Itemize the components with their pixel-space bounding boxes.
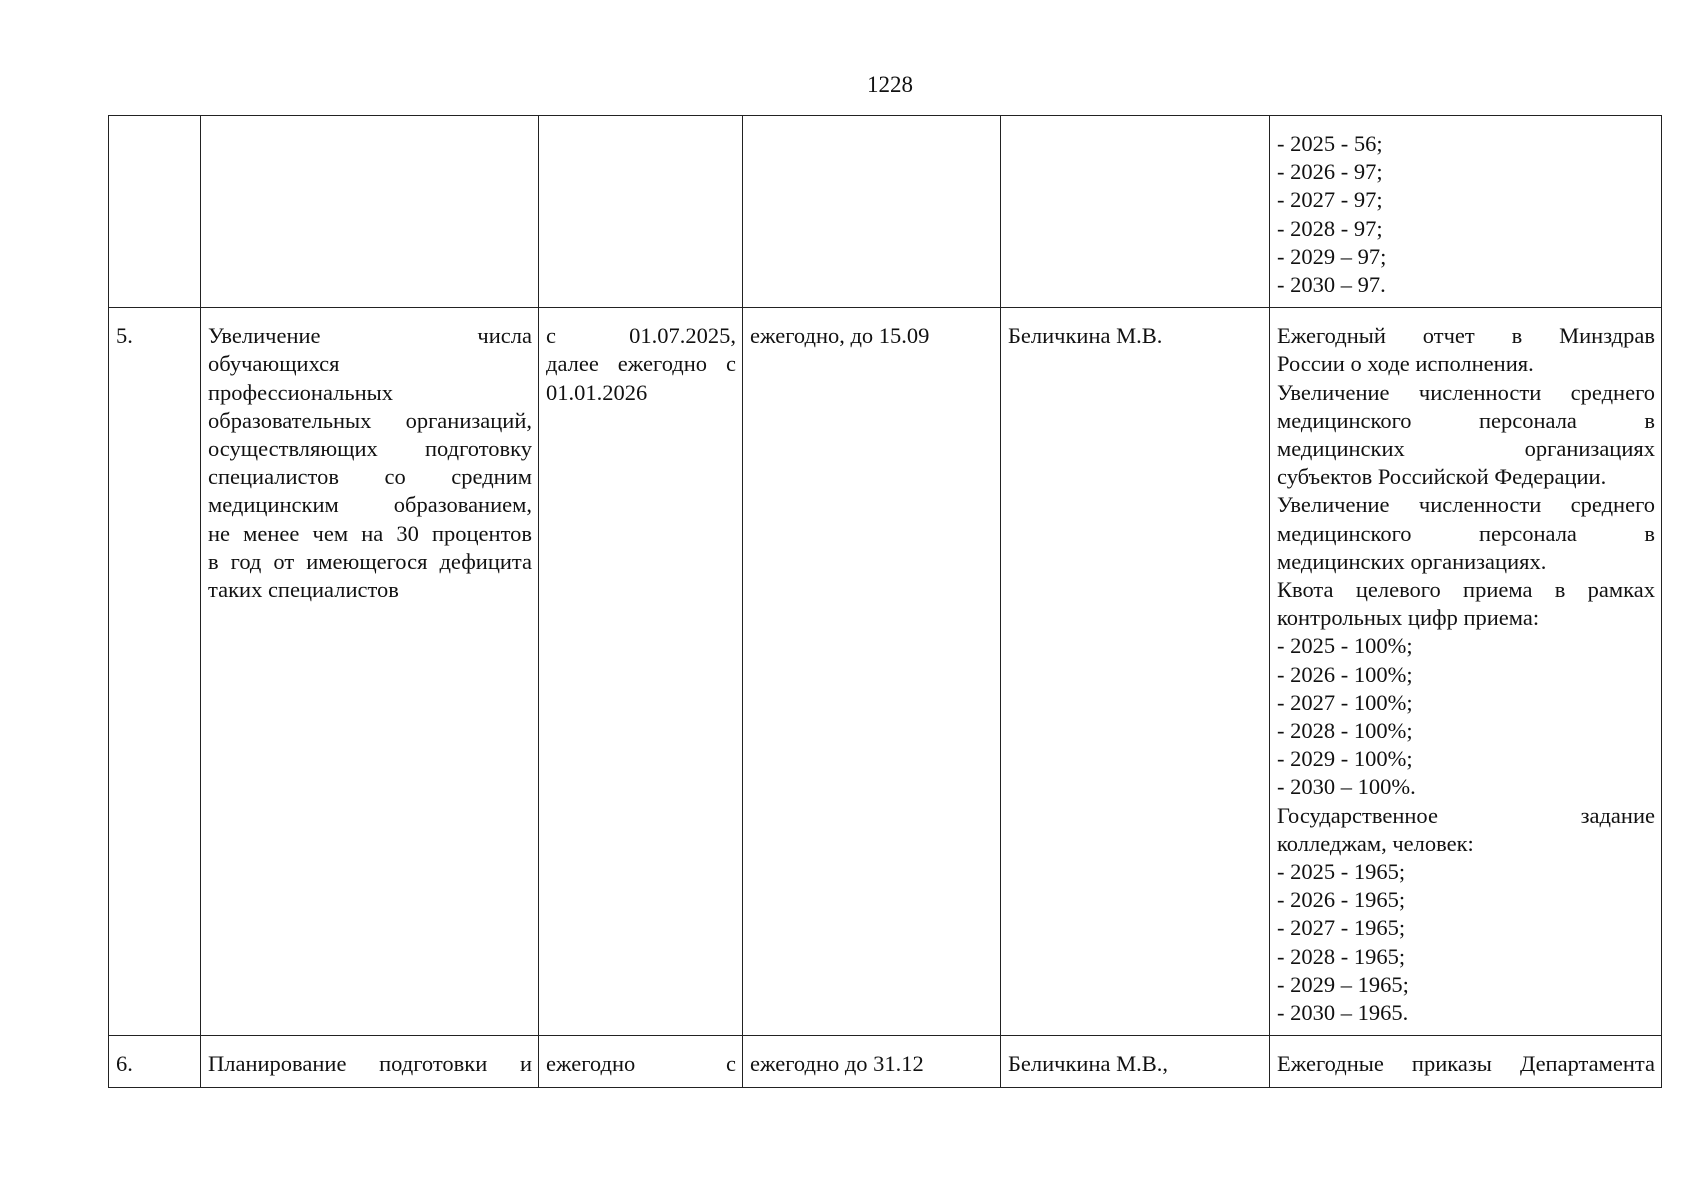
measure-line: в год от имеющегося дефицита: [208, 548, 532, 574]
cell-deadline: [743, 116, 1001, 308]
table-row: [109, 308, 1662, 1036]
result-line: - 2026 - 1965;: [1277, 887, 1406, 913]
result-line: медицинского персонала в: [1277, 520, 1655, 546]
result-line: - 2029 – 1965;: [1277, 971, 1409, 997]
measure-line: специалистов со средним: [208, 464, 532, 490]
result-line: - 2025 - 1965;: [1277, 859, 1406, 885]
result-line: - 2030 – 1965.: [1277, 1000, 1409, 1026]
result-line: - 2028 - 100%;: [1277, 718, 1413, 744]
measure-line: медицинским образованием,: [208, 492, 532, 518]
cell-result: [1270, 116, 1662, 308]
measure-line: таких специалистов: [208, 577, 399, 603]
result-line: медицинских организациях.: [1277, 548, 1547, 574]
cell-deadline: ежегодно, до 15.09: [743, 308, 1001, 1036]
cell-measure: [201, 308, 539, 1036]
cell-start: [539, 116, 743, 308]
cell-responsible: Беличкина М.В.: [1001, 308, 1270, 1036]
start-line: с 01.07.2025,: [546, 323, 736, 349]
result-line: колледжам, человек:: [1277, 830, 1474, 856]
table-row: [109, 1036, 1662, 1087]
result-line: - 2026 - 97;: [1277, 159, 1383, 185]
measure-line: обучающихся: [208, 351, 340, 377]
result-line: - 2025 - 100%;: [1277, 633, 1413, 659]
cell-start: [539, 308, 743, 1036]
result-line: Государственное задание: [1277, 802, 1655, 828]
measure-line: осуществляющих подготовку: [208, 436, 532, 462]
cell-start: [539, 1036, 743, 1087]
result-line: медицинского персонала в: [1277, 407, 1655, 433]
measures-table: [108, 115, 1662, 1088]
cell-responsible: Беличкина М.В.,: [1001, 1036, 1270, 1087]
start-line: 01.01.2026: [546, 379, 648, 405]
measure-line: не менее чем на 30 процентов: [208, 520, 532, 546]
cell-measure: [201, 1036, 539, 1087]
result-line: - 2029 - 100%;: [1277, 746, 1413, 772]
measure-line: Увеличение числа: [208, 323, 532, 349]
result-line: России о ходе исполнения.: [1277, 351, 1534, 377]
result-line: Увеличение численности среднего: [1277, 379, 1655, 405]
result-line: Ежегодный отчет в Минздрав: [1277, 323, 1655, 349]
cell-deadline: ежегодно до 31.12: [743, 1036, 1001, 1087]
result-line: Квота целевого приема в рамках: [1277, 577, 1655, 603]
result-line: Увеличение численности среднего: [1277, 492, 1655, 518]
measure-line: образовательных организаций,: [208, 407, 532, 433]
result-line: - 2025 - 56;: [1277, 131, 1383, 156]
measure-line: Планирование подготовки и: [208, 1051, 532, 1077]
cell-result: [1270, 308, 1662, 1036]
result-line: - 2028 - 1965;: [1277, 943, 1406, 969]
cell-result: [1270, 1036, 1662, 1087]
result-line: субъектов Российской Федерации.: [1277, 464, 1607, 490]
result-line: медицинских организациях: [1277, 436, 1655, 462]
result-line: - 2030 – 97.: [1277, 272, 1386, 298]
start-line: ежегодно с: [546, 1051, 736, 1077]
result-line: - 2029 – 97;: [1277, 243, 1387, 269]
result-line: - 2030 – 100%.: [1277, 774, 1416, 800]
cell-number: 6.: [109, 1036, 201, 1087]
measure-line: профессиональных: [208, 379, 394, 405]
cell-responsible: [1001, 116, 1270, 308]
result-line: - 2028 - 97;: [1277, 215, 1383, 241]
result-line: - 2026 - 100%;: [1277, 661, 1413, 687]
page-number: 1228: [867, 72, 913, 97]
table-row: [109, 116, 1662, 308]
result-line: контрольных цифр приема:: [1277, 605, 1540, 631]
cell-number: [109, 116, 201, 308]
result-line: - 2027 - 97;: [1277, 187, 1383, 213]
start-line: далее ежегодно с: [546, 351, 736, 377]
result-line: - 2027 - 100%;: [1277, 689, 1413, 715]
cell-measure: [201, 116, 539, 308]
result-line: Ежегодные приказы Департамента: [1277, 1051, 1655, 1077]
cell-number: 5.: [109, 308, 201, 1036]
result-line: - 2027 - 1965;: [1277, 915, 1406, 941]
